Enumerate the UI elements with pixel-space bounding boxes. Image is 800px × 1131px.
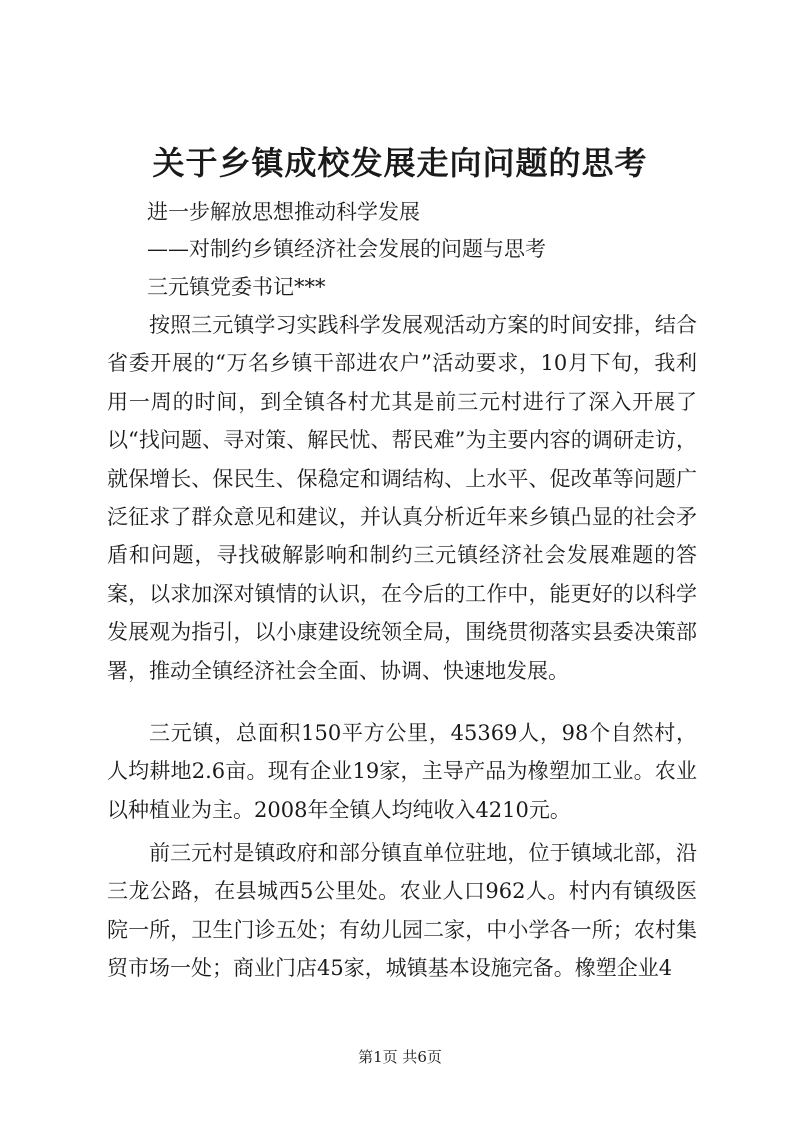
subtitle-line-1: 进一步解放思想推动科学发展 <box>147 200 420 224</box>
body-paragraph-2: 三元镇，总面积150平方公里，45369人，98个自然村，人均耕地2.6亩。现有企业19家，主导产品为橡塑加工业。农业以种植业为主。2008年全镇人均纯收入4210元。 <box>107 721 697 822</box>
subtitle-line-2: ——对制约乡镇经济社会发展的问题与思考 <box>147 237 546 261</box>
page-number-footer: 第1页 共6页 <box>358 1048 442 1066</box>
body-paragraph-3: 前三元村是镇政府和部分镇直单位驻地，位于镇域北部，沿三龙公路，在县城西5公里处。农业人口962人。村内有镇级医院一所，卫生门诊五处；有幼儿园二家，中小学各一所；农村集贸市场一处；商业门店45家，城镇基本设施完备。橡塑企业4 <box>107 841 697 981</box>
author-line: 三元镇党委书记*** <box>147 275 326 299</box>
body-paragraph-1: 按照三元镇学习实践科学发展观活动方案的时间安排，结合省委开展的“万名乡镇干部进农户”活动要求，10月下旬，我利用一周的时间，到全镇各村尤其是前三元村进行了深入开展了以“找问题、寻对策、解民忧、帮民难”为主要内容的调研走访，就保增长、保民生、保稳定和调结构、上水平、促改革等问题广泛征求了群众意见和建议，并认真分析近年来乡镇凸显的社会矛盾和问题，寻找破解影响和制约三元镇经济社会发展难题的答案，以求加深对镇情的认识，在今后的工作中，能更好的以科学发展观为指引，以小康建设统领全局，围绕贯彻落实县委决策部署，推动全镇经济社会全面、协调、快速地发展。 <box>107 313 697 683</box>
document-title: 关于乡镇成校发展走向问题的思考 <box>152 144 648 182</box>
